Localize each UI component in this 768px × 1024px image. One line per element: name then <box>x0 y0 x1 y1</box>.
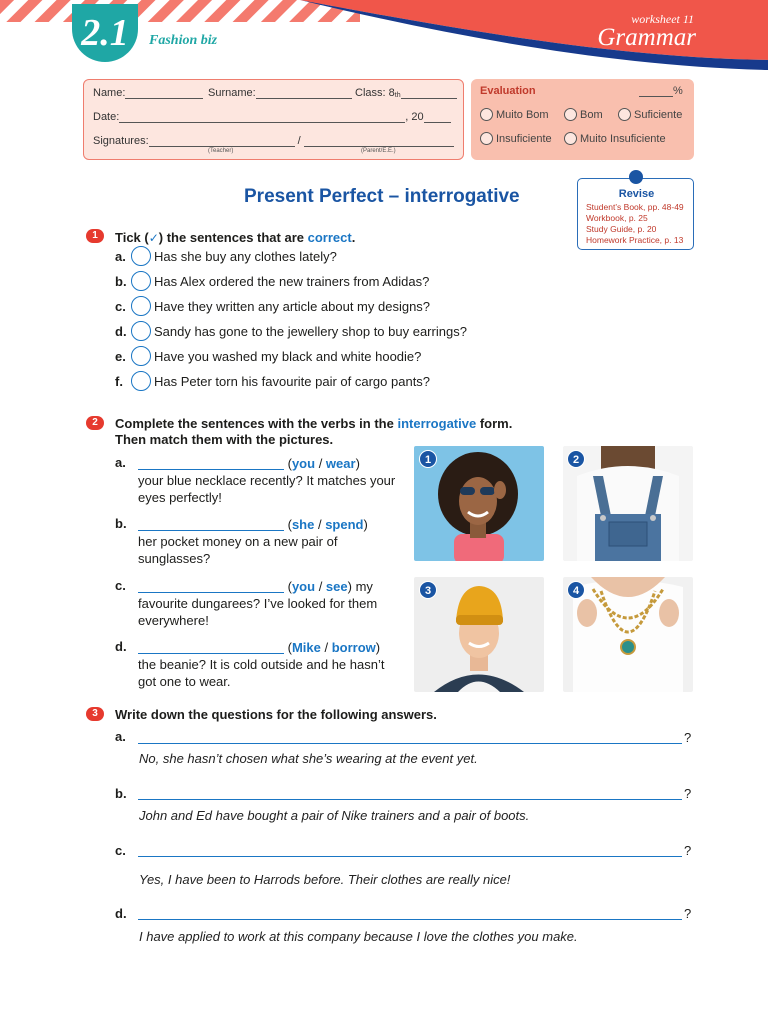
evaluation-box <box>471 79 694 160</box>
eval-option-label: Muito Insuficiente <box>580 132 666 145</box>
exercise-1-item <box>115 346 421 366</box>
question-mark: ? <box>684 730 692 745</box>
item-letter: a. <box>115 729 126 744</box>
percent-sign: % <box>673 85 683 97</box>
answer-text: John and Ed have bought a pair of Nike trainers and a pair of boots. <box>139 808 530 823</box>
answer-blank[interactable] <box>138 518 284 531</box>
worksheet-label: worksheet 11 <box>631 12 694 26</box>
item-text: favourite dungarees? I’ve looked for them everywhere! <box>138 596 378 628</box>
item-letter: d. <box>115 639 127 654</box>
answer-blank[interactable] <box>138 457 284 470</box>
hint-bracket: ) <box>355 456 360 471</box>
hint-verb: see <box>325 579 348 594</box>
eval-option-label: Muito Bom <box>496 108 549 121</box>
eval-option-muito-bom[interactable] <box>480 108 549 121</box>
hint-subject: Mike <box>291 640 321 655</box>
eval-option-suficiente[interactable] <box>618 108 682 121</box>
item-letter: b. <box>115 273 127 289</box>
hint-separator: / <box>315 456 326 471</box>
signature-separator: / <box>297 135 301 147</box>
item-text: Has Alex ordered the new trainers from Adidas? <box>154 273 430 289</box>
exercise-2-item <box>138 578 400 629</box>
eval-option-insuficiente[interactable] <box>480 132 552 145</box>
question-mark: ? <box>684 843 692 858</box>
item-letter: c. <box>115 843 126 858</box>
answer-text: Yes, I have been to Harrods before. Their clothes are really nice! <box>139 872 511 887</box>
eval-radio[interactable] <box>480 108 493 121</box>
item-text: Sandy has gone to the jewellery shop to buy earrings? <box>154 323 467 339</box>
answer-blank[interactable] <box>138 641 284 654</box>
eval-radio[interactable] <box>618 108 631 121</box>
answer-text: I have applied to work at this company because I love the clothes you make. <box>139 929 578 944</box>
question-answer-line[interactable] <box>138 799 682 800</box>
class-field[interactable] <box>355 85 457 99</box>
instruction-accent: interrogative <box>397 416 477 431</box>
class-sup: th <box>394 92 401 99</box>
year-label: , 20 <box>405 111 424 123</box>
parent-caption: (Parent/E.E.) <box>361 148 396 154</box>
hint-separator: / <box>314 517 326 532</box>
exercise-1-item <box>115 246 337 266</box>
exercise-1-item <box>115 296 430 316</box>
item-letter: a. <box>115 455 126 470</box>
eval-radio[interactable] <box>480 132 493 145</box>
answer-text: No, she hasn’t chosen what she’s wearing at the event yet. <box>139 751 478 766</box>
instruction-text: Then match them with the pictures. <box>115 432 334 447</box>
item-text: Have you washed my black and white hoodie? <box>154 348 422 364</box>
tick-checkbox[interactable] <box>131 271 151 291</box>
surname-field[interactable] <box>208 85 352 99</box>
item-letter: d. <box>115 323 127 339</box>
picture-number-2: 2 <box>567 450 585 468</box>
question-answer-line[interactable] <box>138 856 682 857</box>
instruction-text: ) the sentences that are <box>158 230 308 245</box>
hint-bracket: ) <box>363 517 368 532</box>
signatures-label: Signatures: <box>93 135 149 147</box>
item-text: her pocket money on a new pair of sunglasses? <box>138 534 338 566</box>
item-text: Has Peter torn his favourite pair of cargo pants? <box>154 373 431 389</box>
eval-option-bom[interactable] <box>564 108 603 121</box>
item-letter: c. <box>115 578 126 593</box>
date-label: Date: <box>93 111 120 123</box>
evaluation-title: Evaluation <box>480 85 536 97</box>
revise-item: Student’s Book, pp. 48-49 <box>586 202 684 212</box>
item-letter: c. <box>115 298 126 314</box>
student-info-box <box>83 79 464 160</box>
name-field[interactable] <box>93 85 203 99</box>
name-label: Name: <box>93 87 126 99</box>
exercise-2-instruction <box>115 416 512 448</box>
answer-blank[interactable] <box>138 580 284 593</box>
hint-bracket: ( <box>284 517 292 532</box>
exercise-3-instruction: Write down the questions for the following answers. <box>115 707 437 722</box>
teacher-caption: (Teacher) <box>208 148 234 154</box>
class-label: Class: 8 <box>355 87 395 99</box>
instruction-text: form. <box>476 416 513 431</box>
unit-number-badge: 2.1 <box>72 4 138 62</box>
revise-list <box>586 202 684 246</box>
question-answer-line[interactable] <box>138 743 682 744</box>
page-title: Present Perfect – interrogative <box>244 186 520 207</box>
hint-separator: / <box>320 640 332 655</box>
item-letter: b. <box>115 786 127 801</box>
hint-bracket: ) <box>375 640 381 655</box>
tick-icon: ✓ <box>148 231 159 245</box>
hint-subject: you <box>291 456 316 471</box>
instruction-text: Tick ( <box>115 230 149 245</box>
exercise-1-item <box>115 371 430 391</box>
item-letter: d. <box>115 906 127 921</box>
exercise-2-item <box>138 639 400 690</box>
tick-checkbox[interactable] <box>131 371 151 391</box>
item-text: the beanie? It is cold outside and he hasn’t got one to wear. <box>138 657 385 689</box>
hint-verb: wear <box>325 456 356 471</box>
item-letter: e. <box>115 348 126 364</box>
exercise-2-item <box>138 455 400 506</box>
date-field[interactable] <box>93 109 451 123</box>
exercise-2-number: 2 <box>86 416 104 430</box>
hint-subject: you <box>291 579 316 594</box>
revise-item: Study Guide, p. 20 <box>586 224 657 234</box>
hint-bracket: ( <box>284 579 292 594</box>
hint-bracket: ) my <box>347 579 373 594</box>
item-text: Have they written any article about my designs? <box>154 298 431 314</box>
tick-checkbox[interactable] <box>131 296 151 316</box>
eval-option-label: Insuficiente <box>496 132 552 145</box>
eval-option-label: Suficiente <box>634 108 683 121</box>
revise-title: Revise <box>618 188 655 200</box>
question-answer-line[interactable] <box>138 919 682 920</box>
eval-radio[interactable] <box>564 132 577 145</box>
instruction-text: . <box>351 230 356 245</box>
surname-label: Surname: <box>208 87 256 99</box>
pin-icon <box>629 170 643 184</box>
unit-name: Fashion biz <box>149 33 218 48</box>
exercise-1-item <box>115 271 429 291</box>
item-text: Has she buy any clothes lately? <box>154 248 337 264</box>
hint-verb: spend <box>325 517 364 532</box>
picture-number-1: 1 <box>419 450 437 468</box>
hint-subject: she <box>291 517 315 532</box>
eval-option-label: Bom <box>580 108 603 121</box>
hint-separator: / <box>315 579 326 594</box>
hint-bracket: ( <box>284 456 292 471</box>
exercise-1-instruction <box>115 230 355 246</box>
exercise-1-item <box>115 321 467 341</box>
picture-number-4: 4 <box>567 581 585 599</box>
item-letter: a. <box>115 248 126 264</box>
question-mark: ? <box>684 786 692 801</box>
exercise-3-number: 3 <box>86 707 104 721</box>
eval-option-muito-insuficiente[interactable] <box>564 132 666 145</box>
exercise-2-item <box>138 516 400 567</box>
instruction-accent: correct <box>307 230 352 245</box>
signatures-field[interactable] <box>93 133 454 147</box>
tick-checkbox[interactable] <box>131 246 151 266</box>
hint-verb: borrow <box>331 640 376 655</box>
tick-checkbox[interactable] <box>131 321 151 341</box>
eval-radio[interactable] <box>564 108 577 121</box>
hint-bracket: ( <box>284 640 292 655</box>
item-letter: f. <box>115 373 123 389</box>
question-mark: ? <box>684 906 692 921</box>
item-letter: b. <box>115 516 127 531</box>
tick-checkbox[interactable] <box>131 346 151 366</box>
revise-item: Workbook, p. 25 <box>586 213 648 223</box>
evaluation-percent-field[interactable] <box>639 85 683 97</box>
picture-number-3: 3 <box>419 581 437 599</box>
revise-item: Homework Practice, p. 13 <box>586 235 684 245</box>
revise-box <box>577 178 694 250</box>
exercise-1-number: 1 <box>86 229 104 243</box>
item-text: your blue necklace recently? It matches your eyes perfectly! <box>138 473 396 505</box>
instruction-text: Complete the sentences with the verbs in the <box>115 416 398 431</box>
section-title: Grammar <box>597 24 696 51</box>
